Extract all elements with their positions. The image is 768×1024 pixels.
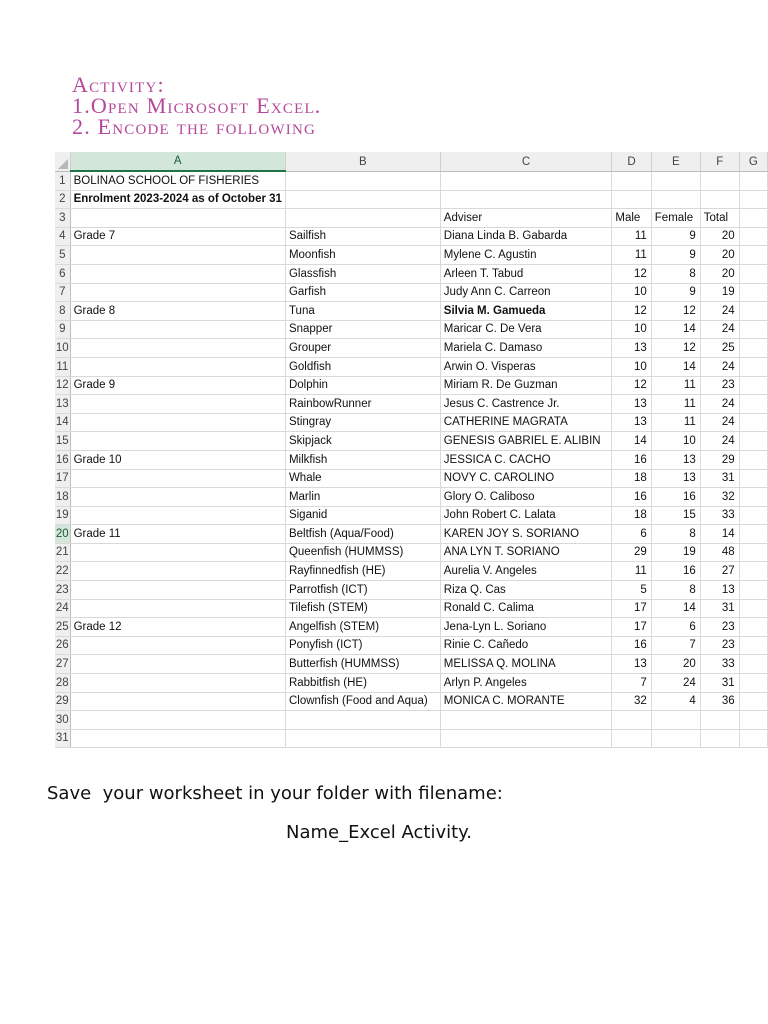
cell-f27[interactable]: 33 bbox=[700, 655, 739, 674]
cell-d8[interactable]: 12 bbox=[612, 302, 651, 321]
cell-g18[interactable] bbox=[739, 488, 767, 507]
cell-b4[interactable]: Sailfish bbox=[285, 227, 440, 246]
cell-a22[interactable] bbox=[70, 562, 285, 581]
activity-title: Activity: bbox=[72, 72, 165, 97]
cell-b26[interactable]: Ponyfish (ICT) bbox=[285, 636, 440, 655]
cell-e28[interactable]: 24 bbox=[651, 674, 700, 693]
cell-a2[interactable]: Enrolment 2023-2024 as of October 31 bbox=[70, 190, 285, 209]
cell-g4[interactable] bbox=[739, 227, 767, 246]
cell-g27[interactable] bbox=[739, 655, 767, 674]
cell-c12[interactable]: Miriam R. De Guzman bbox=[440, 376, 612, 395]
row-header[interactable]: 14 bbox=[55, 413, 70, 432]
cell-f6[interactable]: 20 bbox=[700, 264, 739, 283]
cell-e19[interactable]: 15 bbox=[651, 506, 700, 525]
cell-g24[interactable] bbox=[739, 599, 767, 618]
cell-e15[interactable]: 10 bbox=[651, 432, 700, 451]
cell-f19[interactable]: 33 bbox=[700, 506, 739, 525]
cell-d16[interactable]: 16 bbox=[612, 450, 651, 469]
save-instruction: Save your worksheet in your folder with filename: bbox=[47, 783, 503, 804]
cell-c9[interactable]: Maricar C. De Vera bbox=[440, 320, 612, 339]
cell-f29[interactable]: 36 bbox=[700, 692, 739, 711]
cell-a18[interactable] bbox=[70, 488, 285, 507]
cell-d19[interactable]: 18 bbox=[612, 506, 651, 525]
cell-a4[interactable]: Grade 7 bbox=[70, 227, 285, 246]
cell-d11[interactable]: 10 bbox=[612, 357, 651, 376]
cell-c18[interactable]: Glory O. Caliboso bbox=[440, 488, 612, 507]
cell-c2[interactable] bbox=[440, 190, 612, 209]
cell-e12[interactable]: 11 bbox=[651, 376, 700, 395]
row-header[interactable]: 11 bbox=[55, 357, 70, 376]
table-row bbox=[55, 413, 768, 432]
cell-g22[interactable] bbox=[739, 562, 767, 581]
cell-a23[interactable] bbox=[70, 581, 285, 600]
row-header[interactable]: 31 bbox=[55, 729, 70, 748]
cell-g7[interactable] bbox=[739, 283, 767, 302]
cell-d21[interactable]: 29 bbox=[612, 543, 651, 562]
cell-d18[interactable]: 16 bbox=[612, 488, 651, 507]
row-header[interactable]: 27 bbox=[55, 655, 70, 674]
cell-c10[interactable]: Mariela C. Damaso bbox=[440, 339, 612, 358]
table-row bbox=[55, 227, 768, 246]
cell-d14[interactable]: 13 bbox=[612, 413, 651, 432]
column-header-e[interactable]: E bbox=[651, 152, 700, 171]
cell-f11[interactable]: 24 bbox=[700, 357, 739, 376]
cell-d24[interactable]: 17 bbox=[612, 599, 651, 618]
row-header[interactable]: 12 bbox=[55, 376, 70, 395]
table-row bbox=[55, 692, 768, 711]
cell-e5[interactable]: 9 bbox=[651, 246, 700, 265]
cell-b7[interactable]: Garfish bbox=[285, 283, 440, 302]
cell-d9[interactable]: 10 bbox=[612, 320, 651, 339]
cell-b14[interactable]: Stingray bbox=[285, 413, 440, 432]
cell-c6[interactable]: Arleen T. Tabud bbox=[440, 264, 612, 283]
cell-f31[interactable] bbox=[700, 729, 739, 748]
cell-c27[interactable]: MELISSA Q. MOLINA bbox=[440, 655, 612, 674]
cell-b15[interactable]: Skipjack bbox=[285, 432, 440, 451]
table-row bbox=[55, 581, 768, 600]
table-row bbox=[55, 562, 768, 581]
cell-d6[interactable]: 12 bbox=[612, 264, 651, 283]
cell-e26[interactable]: 7 bbox=[651, 636, 700, 655]
cell-b1[interactable] bbox=[285, 171, 440, 190]
column-header-f[interactable]: F bbox=[700, 152, 739, 171]
row-header[interactable]: 15 bbox=[55, 432, 70, 451]
table-row bbox=[55, 488, 768, 507]
row-header[interactable]: 2 bbox=[55, 190, 70, 209]
cell-f12[interactable]: 23 bbox=[700, 376, 739, 395]
table-row bbox=[55, 450, 768, 469]
cell-b8[interactable]: Tuna bbox=[285, 302, 440, 321]
cell-a30[interactable] bbox=[70, 711, 285, 730]
cell-e22[interactable]: 16 bbox=[651, 562, 700, 581]
cell-g12[interactable] bbox=[739, 376, 767, 395]
row-header[interactable]: 29 bbox=[55, 692, 70, 711]
row-header[interactable]: 13 bbox=[55, 395, 70, 414]
table-row bbox=[55, 264, 768, 283]
cell-a12[interactable]: Grade 9 bbox=[70, 376, 285, 395]
cell-e20[interactable]: 8 bbox=[651, 525, 700, 544]
cell-f16[interactable]: 29 bbox=[700, 450, 739, 469]
cell-c1[interactable] bbox=[440, 171, 612, 190]
column-header-c[interactable]: C bbox=[440, 152, 612, 171]
cell-a16[interactable]: Grade 10 bbox=[70, 450, 285, 469]
cell-e8[interactable]: 12 bbox=[651, 302, 700, 321]
cell-e6[interactable]: 8 bbox=[651, 264, 700, 283]
cell-c11[interactable]: Arwin O. Visperas bbox=[440, 357, 612, 376]
cell-g2[interactable] bbox=[739, 190, 767, 209]
cell-g21[interactable] bbox=[739, 543, 767, 562]
cell-f23[interactable]: 13 bbox=[700, 581, 739, 600]
cell-a21[interactable] bbox=[70, 543, 285, 562]
row-header[interactable]: 6 bbox=[55, 264, 70, 283]
cell-a28[interactable] bbox=[70, 674, 285, 693]
cell-c23[interactable]: Riza Q. Cas bbox=[440, 581, 612, 600]
table-row bbox=[55, 711, 768, 730]
cell-g11[interactable] bbox=[739, 357, 767, 376]
cell-b28[interactable]: Rabbitfish (HE) bbox=[285, 674, 440, 693]
table-row bbox=[55, 729, 768, 748]
cell-c24[interactable]: Ronald C. Calima bbox=[440, 599, 612, 618]
row-header[interactable]: 1 bbox=[55, 171, 70, 190]
cell-g16[interactable] bbox=[739, 450, 767, 469]
row-header[interactable]: 4 bbox=[55, 227, 70, 246]
cell-f21[interactable]: 48 bbox=[700, 543, 739, 562]
cell-c3[interactable]: Adviser bbox=[440, 209, 612, 228]
cell-d23[interactable]: 5 bbox=[612, 581, 651, 600]
cell-e29[interactable]: 4 bbox=[651, 692, 700, 711]
cell-g15[interactable] bbox=[739, 432, 767, 451]
cell-g28[interactable] bbox=[739, 674, 767, 693]
cell-g26[interactable] bbox=[739, 636, 767, 655]
cell-g3[interactable] bbox=[739, 209, 767, 228]
cell-e4[interactable]: 9 bbox=[651, 227, 700, 246]
cell-d4[interactable]: 11 bbox=[612, 227, 651, 246]
cell-d22[interactable]: 11 bbox=[612, 562, 651, 581]
cell-f24[interactable]: 31 bbox=[700, 599, 739, 618]
table-row bbox=[55, 357, 768, 376]
cell-f4[interactable]: 20 bbox=[700, 227, 739, 246]
cell-b18[interactable]: Marlin bbox=[285, 488, 440, 507]
row-header[interactable]: 23 bbox=[55, 581, 70, 600]
activity-step-2: 2. Encode the following bbox=[72, 114, 317, 139]
cell-a20[interactable]: Grade 11 bbox=[70, 525, 285, 544]
activity-step-1: 1.Open Microsoft Excel. bbox=[72, 93, 322, 118]
cell-a8[interactable]: Grade 8 bbox=[70, 302, 285, 321]
cell-e17[interactable]: 13 bbox=[651, 469, 700, 488]
row-header[interactable]: 8 bbox=[55, 302, 70, 321]
row-header[interactable]: 30 bbox=[55, 711, 70, 730]
cell-e27[interactable]: 20 bbox=[651, 655, 700, 674]
cell-e23[interactable]: 8 bbox=[651, 581, 700, 600]
cell-d27[interactable]: 13 bbox=[612, 655, 651, 674]
cell-b30[interactable] bbox=[285, 711, 440, 730]
column-header-a[interactable]: A bbox=[70, 152, 285, 171]
cell-g5[interactable] bbox=[739, 246, 767, 265]
row-header[interactable]: 21 bbox=[55, 543, 70, 562]
spreadsheet-screenshot bbox=[55, 152, 768, 748]
cell-f14[interactable]: 24 bbox=[700, 413, 739, 432]
cell-a9[interactable] bbox=[70, 320, 285, 339]
cell-f22[interactable]: 27 bbox=[700, 562, 739, 581]
cell-g13[interactable] bbox=[739, 395, 767, 414]
cell-c30[interactable] bbox=[440, 711, 612, 730]
table-row bbox=[55, 469, 768, 488]
cell-b21[interactable]: Queenfish (HUMMSS) bbox=[285, 543, 440, 562]
cell-e18[interactable]: 16 bbox=[651, 488, 700, 507]
cell-a14[interactable] bbox=[70, 413, 285, 432]
cell-c15[interactable]: GENESIS GABRIEL E. ALIBIN bbox=[440, 432, 612, 451]
cell-f30[interactable] bbox=[700, 711, 739, 730]
row-header[interactable]: 25 bbox=[55, 618, 70, 637]
cell-a1[interactable]: BOLINAO SCHOOL OF FISHERIES bbox=[70, 171, 285, 190]
table-row bbox=[55, 302, 768, 321]
row-header[interactable]: 10 bbox=[55, 339, 70, 358]
row-header[interactable]: 24 bbox=[55, 599, 70, 618]
cell-d3[interactable]: Male bbox=[612, 209, 651, 228]
cell-e9[interactable]: 14 bbox=[651, 320, 700, 339]
cell-g29[interactable] bbox=[739, 692, 767, 711]
row-header[interactable]: 20 bbox=[55, 525, 70, 544]
cell-a24[interactable] bbox=[70, 599, 285, 618]
cell-f1[interactable] bbox=[700, 171, 739, 190]
cell-a5[interactable] bbox=[70, 246, 285, 265]
cell-d20[interactable]: 6 bbox=[612, 525, 651, 544]
table-row bbox=[55, 395, 768, 414]
cell-b16[interactable]: Milkfish bbox=[285, 450, 440, 469]
cell-d31[interactable] bbox=[612, 729, 651, 748]
cell-c20[interactable]: KAREN JOY S. SORIANO bbox=[440, 525, 612, 544]
select-all-corner[interactable] bbox=[55, 152, 70, 171]
cell-c29[interactable]: MONICA C. MORANTE bbox=[440, 692, 612, 711]
cell-d15[interactable]: 14 bbox=[612, 432, 651, 451]
cell-c14[interactable]: CATHERINE MAGRATA bbox=[440, 413, 612, 432]
cell-f25[interactable]: 23 bbox=[700, 618, 739, 637]
cell-e16[interactable]: 13 bbox=[651, 450, 700, 469]
cell-f28[interactable]: 31 bbox=[700, 674, 739, 693]
cell-d7[interactable]: 10 bbox=[612, 283, 651, 302]
cell-a17[interactable] bbox=[70, 469, 285, 488]
table-row bbox=[55, 171, 768, 190]
cell-c13[interactable]: Jesus C. Castrence Jr. bbox=[440, 395, 612, 414]
cell-a10[interactable] bbox=[70, 339, 285, 358]
cell-d1[interactable] bbox=[612, 171, 651, 190]
cell-e14[interactable]: 11 bbox=[651, 413, 700, 432]
cell-a31[interactable] bbox=[70, 729, 285, 748]
cell-c26[interactable]: Rinie C. Cañedo bbox=[440, 636, 612, 655]
cell-b3[interactable] bbox=[285, 209, 440, 228]
row-header[interactable]: 17 bbox=[55, 469, 70, 488]
cell-f20[interactable]: 14 bbox=[700, 525, 739, 544]
cell-d28[interactable]: 7 bbox=[612, 674, 651, 693]
table-row bbox=[55, 506, 768, 525]
cell-c31[interactable] bbox=[440, 729, 612, 748]
cell-b23[interactable]: Parrotfish (ICT) bbox=[285, 581, 440, 600]
cell-g25[interactable] bbox=[739, 618, 767, 637]
cell-f8[interactable]: 24 bbox=[700, 302, 739, 321]
cell-b5[interactable]: Moonfish bbox=[285, 246, 440, 265]
cell-b10[interactable]: Grouper bbox=[285, 339, 440, 358]
cell-f2[interactable] bbox=[700, 190, 739, 209]
cell-c7[interactable]: Judy Ann C. Carreon bbox=[440, 283, 612, 302]
cell-a6[interactable] bbox=[70, 264, 285, 283]
table-row bbox=[55, 283, 768, 302]
row-header[interactable]: 18 bbox=[55, 488, 70, 507]
cell-a13[interactable] bbox=[70, 395, 285, 414]
cell-c4[interactable]: Diana Linda B. Gabarda bbox=[440, 227, 612, 246]
cell-e1[interactable] bbox=[651, 171, 700, 190]
cell-b11[interactable]: Goldfish bbox=[285, 357, 440, 376]
table-row bbox=[55, 339, 768, 358]
row-header[interactable]: 9 bbox=[55, 320, 70, 339]
cell-g14[interactable] bbox=[739, 413, 767, 432]
cell-d12[interactable]: 12 bbox=[612, 376, 651, 395]
cell-e25[interactable]: 6 bbox=[651, 618, 700, 637]
row-header[interactable]: 5 bbox=[55, 246, 70, 265]
cell-g10[interactable] bbox=[739, 339, 767, 358]
cell-b24[interactable]: Tilefish (STEM) bbox=[285, 599, 440, 618]
cell-g23[interactable] bbox=[739, 581, 767, 600]
cell-d2[interactable] bbox=[612, 190, 651, 209]
cell-a26[interactable] bbox=[70, 636, 285, 655]
row-header[interactable]: 26 bbox=[55, 636, 70, 655]
cell-d26[interactable]: 16 bbox=[612, 636, 651, 655]
cell-b6[interactable]: Glassfish bbox=[285, 264, 440, 283]
cell-g6[interactable] bbox=[739, 264, 767, 283]
cell-f17[interactable]: 31 bbox=[700, 469, 739, 488]
table-row bbox=[55, 674, 768, 693]
cell-b22[interactable]: Rayfinnedfish (HE) bbox=[285, 562, 440, 581]
table-row bbox=[55, 209, 768, 228]
cell-a7[interactable] bbox=[70, 283, 285, 302]
cell-c16[interactable]: JESSICA C. CACHO bbox=[440, 450, 612, 469]
cell-b12[interactable]: Dolphin bbox=[285, 376, 440, 395]
filename-instruction: Name_Excel Activity. bbox=[286, 822, 472, 843]
cell-e3[interactable]: Female bbox=[651, 209, 700, 228]
cell-b9[interactable]: Snapper bbox=[285, 320, 440, 339]
table-row bbox=[55, 543, 768, 562]
cell-c21[interactable]: ANA LYN T. SORIANO bbox=[440, 543, 612, 562]
row-header[interactable]: 19 bbox=[55, 506, 70, 525]
cell-f15[interactable]: 24 bbox=[700, 432, 739, 451]
cell-a27[interactable] bbox=[70, 655, 285, 674]
cell-e7[interactable]: 9 bbox=[651, 283, 700, 302]
cell-g17[interactable] bbox=[739, 469, 767, 488]
cell-e13[interactable]: 11 bbox=[651, 395, 700, 414]
cell-c17[interactable]: NOVY C. CAROLINO bbox=[440, 469, 612, 488]
cell-c5[interactable]: Mylene C. Agustin bbox=[440, 246, 612, 265]
table-row bbox=[55, 655, 768, 674]
table-row bbox=[55, 320, 768, 339]
cell-b20[interactable]: Beltfish (Aqua/Food) bbox=[285, 525, 440, 544]
cell-b29[interactable]: Clownfish (Food and Aqua) bbox=[285, 692, 440, 711]
table-row bbox=[55, 599, 768, 618]
cell-f3[interactable]: Total bbox=[700, 209, 739, 228]
cell-e24[interactable]: 14 bbox=[651, 599, 700, 618]
activity-instructions bbox=[72, 74, 322, 137]
cell-f18[interactable]: 32 bbox=[700, 488, 739, 507]
cell-f26[interactable]: 23 bbox=[700, 636, 739, 655]
table-row bbox=[55, 618, 768, 637]
cell-e11[interactable]: 14 bbox=[651, 357, 700, 376]
column-header-b[interactable]: B bbox=[285, 152, 440, 171]
cell-d10[interactable]: 13 bbox=[612, 339, 651, 358]
cell-a19[interactable] bbox=[70, 506, 285, 525]
cell-b2[interactable] bbox=[285, 190, 440, 209]
cell-b19[interactable]: Siganid bbox=[285, 506, 440, 525]
cell-a15[interactable] bbox=[70, 432, 285, 451]
cell-d25[interactable]: 17 bbox=[612, 618, 651, 637]
table-row bbox=[55, 190, 768, 209]
column-header-g[interactable]: G bbox=[739, 152, 767, 171]
cell-e2[interactable] bbox=[651, 190, 700, 209]
cell-c19[interactable]: John Robert C. Lalata bbox=[440, 506, 612, 525]
cell-b31[interactable] bbox=[285, 729, 440, 748]
cell-f13[interactable]: 24 bbox=[700, 395, 739, 414]
row-header[interactable]: 16 bbox=[55, 450, 70, 469]
row-header[interactable]: 22 bbox=[55, 562, 70, 581]
cell-g8[interactable] bbox=[739, 302, 767, 321]
cell-e31[interactable] bbox=[651, 729, 700, 748]
cell-e21[interactable]: 19 bbox=[651, 543, 700, 562]
cell-g30[interactable] bbox=[739, 711, 767, 730]
cell-a3[interactable] bbox=[70, 209, 285, 228]
table-row bbox=[55, 376, 768, 395]
cell-b25[interactable]: Angelfish (STEM) bbox=[285, 618, 440, 637]
cell-b17[interactable]: Whale bbox=[285, 469, 440, 488]
table-row bbox=[55, 636, 768, 655]
cell-g9[interactable] bbox=[739, 320, 767, 339]
cell-g19[interactable] bbox=[739, 506, 767, 525]
cell-g20[interactable] bbox=[739, 525, 767, 544]
row-header[interactable]: 3 bbox=[55, 209, 70, 228]
cell-b27[interactable]: Butterfish (HUMMSS) bbox=[285, 655, 440, 674]
cell-e30[interactable] bbox=[651, 711, 700, 730]
cell-f7[interactable]: 19 bbox=[700, 283, 739, 302]
cell-a29[interactable] bbox=[70, 692, 285, 711]
column-header-d[interactable]: D bbox=[612, 152, 651, 171]
cell-e10[interactable]: 12 bbox=[651, 339, 700, 358]
table-row bbox=[55, 432, 768, 451]
cell-b13[interactable]: RainbowRunner bbox=[285, 395, 440, 414]
cell-f9[interactable]: 24 bbox=[700, 320, 739, 339]
cell-g31[interactable] bbox=[739, 729, 767, 748]
cell-c28[interactable]: Arlyn P. Angeles bbox=[440, 674, 612, 693]
cell-c8[interactable]: Silvia M. Gamueda bbox=[440, 302, 612, 321]
cell-c22[interactable]: Aurelia V. Angeles bbox=[440, 562, 612, 581]
table-row bbox=[55, 525, 768, 544]
cell-d17[interactable]: 18 bbox=[612, 469, 651, 488]
cell-d29[interactable]: 32 bbox=[612, 692, 651, 711]
cell-a11[interactable] bbox=[70, 357, 285, 376]
row-header[interactable]: 7 bbox=[55, 283, 70, 302]
cell-f10[interactable]: 25 bbox=[700, 339, 739, 358]
row-header[interactable]: 28 bbox=[55, 674, 70, 693]
cell-d5[interactable]: 11 bbox=[612, 246, 651, 265]
cell-d30[interactable] bbox=[612, 711, 651, 730]
cell-g1[interactable] bbox=[739, 171, 767, 190]
cell-d13[interactable]: 13 bbox=[612, 395, 651, 414]
cell-f5[interactable]: 20 bbox=[700, 246, 739, 265]
table-row bbox=[55, 246, 768, 265]
cell-a25[interactable]: Grade 12 bbox=[70, 618, 285, 637]
cell-c25[interactable]: Jena-Lyn L. Soriano bbox=[440, 618, 612, 637]
